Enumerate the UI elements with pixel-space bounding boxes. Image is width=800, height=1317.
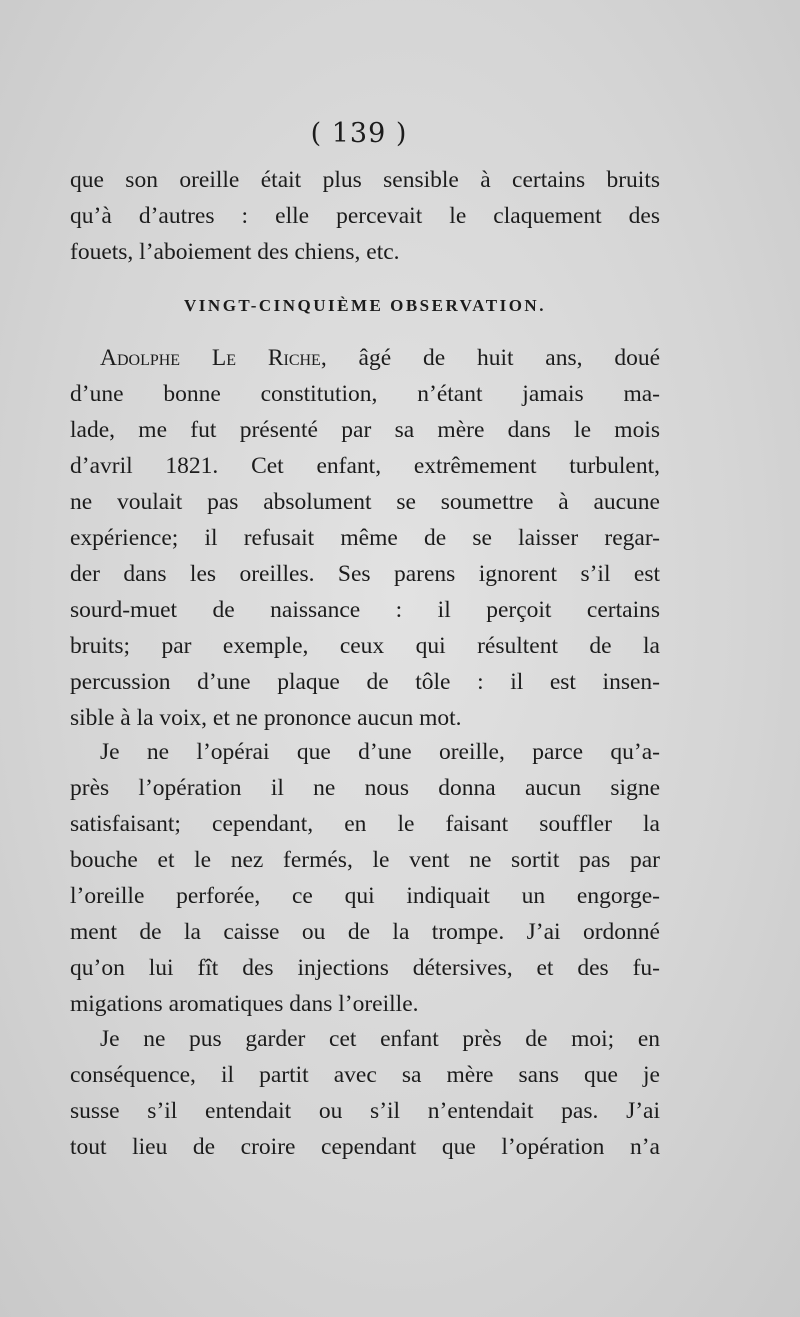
- text-line: ne voulait pas absolument se soumettre à aucune: [70, 489, 660, 515]
- text-line: bouche et le nez fermés, le vent ne sortit pas par: [70, 847, 660, 873]
- text-line: Je ne l’opérai que d’une oreille, parce qu’a-: [100, 739, 660, 765]
- text-line: expérience; il refusait même de se laisser regar-: [70, 525, 660, 551]
- text-line: satisfaisant; cependant, en le faisant souffler la: [70, 811, 660, 837]
- paragraph-conclusion: [70, 1021, 660, 1165]
- text-line: que son oreille était plus sensible à certains bruits: [70, 167, 660, 193]
- text-line: der dans les oreilles. Ses parens ignorent s’il est: [70, 561, 660, 587]
- paragraph-operation: [70, 734, 660, 1022]
- text-line: qu’à d’autres : elle percevait le claquement des: [70, 203, 660, 229]
- text-line: lade, me fut présenté par sa mère dans le mois: [70, 417, 660, 443]
- text-line: migations aromatiques dans l’oreille.: [70, 991, 419, 1017]
- text-line: près l’opération il ne nous donna aucun signe: [70, 775, 660, 801]
- text-line: sible à la voix, et ne prononce aucun mot.: [70, 705, 462, 731]
- patient-name: Adolphe Le Riche: [100, 345, 321, 371]
- text-line: fouets, l’aboiement des chiens, etc.: [70, 239, 400, 265]
- text-line: d’avril 1821. Cet enfant, extrêmement turbulent,: [70, 453, 660, 479]
- text-line: bruits; par exemple, ceux qui résultent de la: [70, 633, 660, 659]
- text-line: qu’on lui fît des injections détersives, et des fu-: [70, 955, 660, 981]
- text-line: susse s’il entendait ou s’il n’entendait pas. J’ai: [70, 1098, 660, 1124]
- text-line: conséquence, il partit avec sa mère sans que je: [70, 1062, 660, 1088]
- paragraph-continuation: [70, 162, 660, 270]
- section-heading: VINGT-CINQUIÈME OBSERVATION.: [184, 296, 546, 315]
- text-line: percussion d’une plaque de tôle : il est insen-: [70, 669, 660, 695]
- text-line: Je ne pus garder cet enfant près de moi; en: [100, 1026, 660, 1052]
- text-line: tout lieu de croire cependant que l’opération n’a: [70, 1134, 660, 1160]
- text-line-first: [70, 340, 660, 376]
- text-line-rest: , âgé de huit ans, doué: [320, 345, 660, 371]
- page-number: ( 139 ): [310, 118, 408, 149]
- paragraph-observation: [70, 340, 660, 736]
- text-line: d’une bonne constitution, n’étant jamais ma-: [70, 381, 660, 407]
- text-line: sourd-muet de naissance : il perçoit certains: [70, 597, 660, 623]
- text-line: l’oreille perforée, ce qui indiquait un engorge-: [70, 883, 660, 909]
- text-line: ment de la caisse ou de la trompe. J’ai ordonné: [70, 919, 660, 945]
